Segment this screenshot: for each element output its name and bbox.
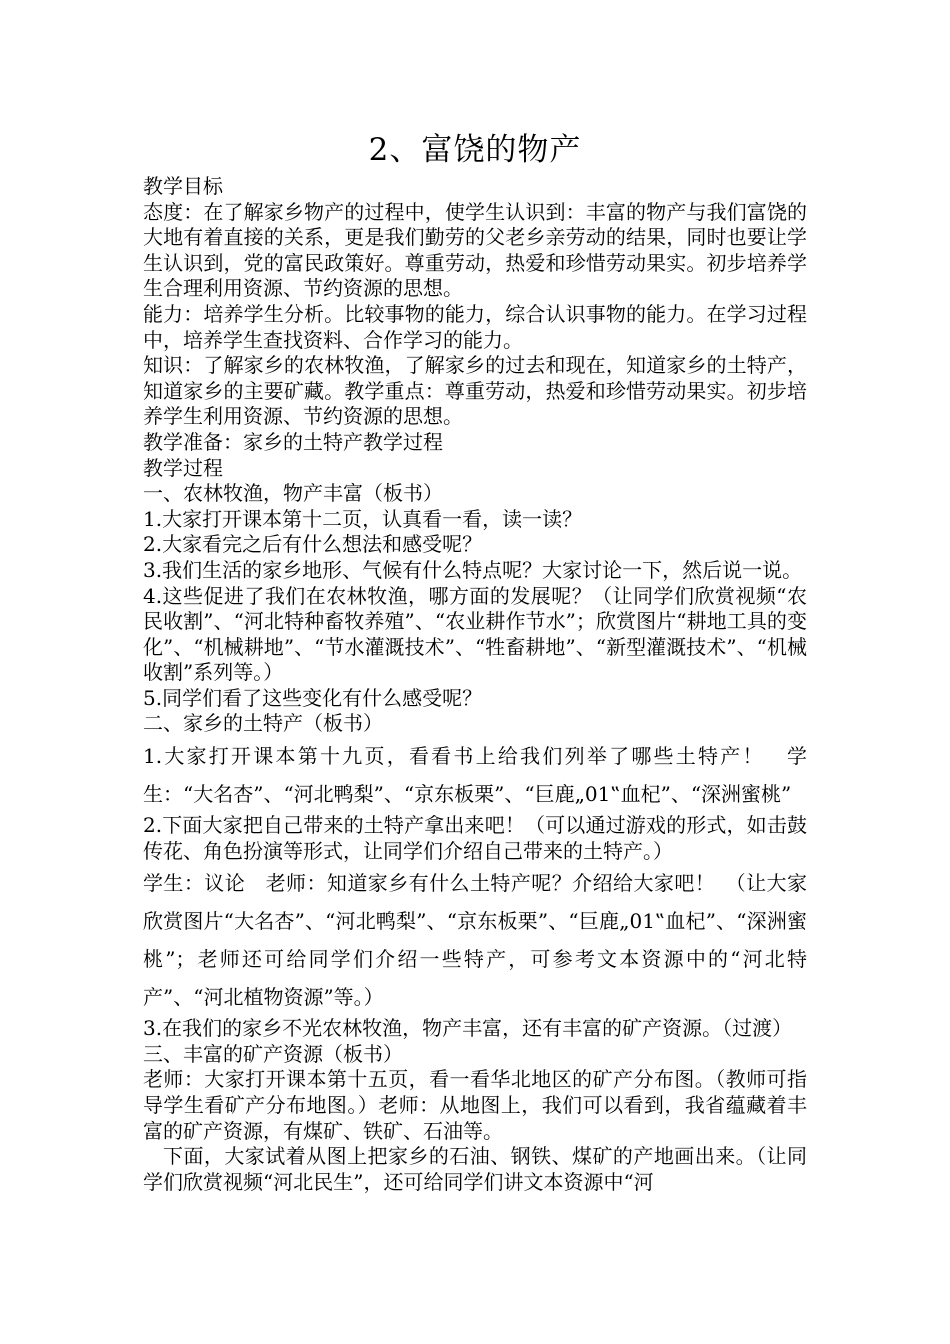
document-title: 2、富饶的物产 <box>368 132 582 168</box>
section-heading-two: 二、家乡的土特产（板书） <box>143 711 383 736</box>
paragraph-attitude: 态度：在了解家乡物产的过程中，使学生认识到：丰富的物产与我们富饶的大地有着直接的关系，更是我们勤劳的父老乡亲劳动的结果，同时也要让学生认识到，党的富民政策好。尊重劳动，热爱和珍惜劳动果实。初步培养学生合理利用资源、节约资源的思想。 <box>143 199 807 301</box>
paragraph-drawing-task: 下面，大家试着从图上把家乡的石油、钢铁、煤矿的产地画出来。（让同学们欣赏视频“河北民生”，还可给同学们讲文本资源中“河 <box>143 1144 807 1194</box>
list-item: 5.同学们看了这些变化有什么感受呢？ <box>143 685 483 710</box>
section-heading-objectives: 教学目标 <box>143 174 223 198</box>
list-item: 3.我们生活的家乡地形、气候有什么特点呢？大家讨论一下，然后说一说。 <box>143 557 803 582</box>
section-heading-process: 教学过程 <box>143 455 223 480</box>
paragraph-preparation: 教学准备：家乡的土特产教学过程 <box>143 429 443 454</box>
list-item: 2.大家看完之后有什么想法和感受呢？ <box>143 532 483 557</box>
list-item: 2.下面大家把自己带来的土特产拿出来吧！（可以通过游戏的形式，如击鼓传花、角色扮演等形式，让同学们介绍自己带来的土特产。） <box>143 813 807 863</box>
section-heading-one: 一、农林牧渔，物产丰富（板书） <box>143 481 443 506</box>
paragraph-discussion: 学生：议论 老师：知道家乡有什么土特产呢？介绍给大家吧！ （让大家欣赏图片“大名杏”、“河北鸭梨”、“京东板栗”、“巨鹿„01‟血杞”、“深洲蜜桃”；老师还可给同学们介绍一些特产，可参考文本资源中的“河北特产”、“河北植物资源”等。） <box>143 871 807 1010</box>
list-item: 1.大家打开课本第十九页，看看书上给我们列举了哪些土特产！ 学生：“大名杏”、“河北鸭梨”、“京东板栗”、“巨鹿„01‟血杞”、“深洲蜜桃” <box>143 744 807 807</box>
list-item: 3.在我们的家乡不光农林牧渔，物产丰富，还有丰富的矿产资源。（过渡） <box>143 1016 793 1041</box>
list-item: 4.这些促进了我们在农林牧渔，哪方面的发展呢？（让同学们欣赏视频“农民收割”、“河北特种畜牧养殖”、“农业耕作节水”；欣赏图片“耕地工具的变化”、“机械耕地”、“节水灌溉技术”、“牲畜耕地”、“新型灌溉技术”、“机械收割”系列等。） <box>143 583 807 685</box>
list-item: 1.大家打开课本第十二页，认真看一看，读一读？ <box>143 506 583 531</box>
section-heading-three: 三、丰富的矿产资源（板书） <box>143 1041 403 1066</box>
paragraph-knowledge: 知识：了解家乡的农林牧渔，了解家乡的过去和现在，知道家乡的土特产，知道家乡的主要矿藏。教学重点：尊重劳动，热爱和珍惜劳动果实。初步培养学生利用资源、节约资源的思想。 <box>143 353 807 429</box>
paragraph-ability: 能力：培养学生分析。比较事物的能力，综合认识事物的能力。在学习过程中，培养学生查找资料、合作学习的能力。 <box>143 301 807 352</box>
paragraph-teacher-map: 老师：大家打开课本第十五页，看一看华北地区的矿产分布图。（教师可指导学生看矿产分布地图。）老师：从地图上，我们可以看到，我省蕴藏着丰富的矿产资源，有煤矿、铁矿、石油等。 <box>143 1067 807 1143</box>
document-page <box>143 126 807 1195</box>
